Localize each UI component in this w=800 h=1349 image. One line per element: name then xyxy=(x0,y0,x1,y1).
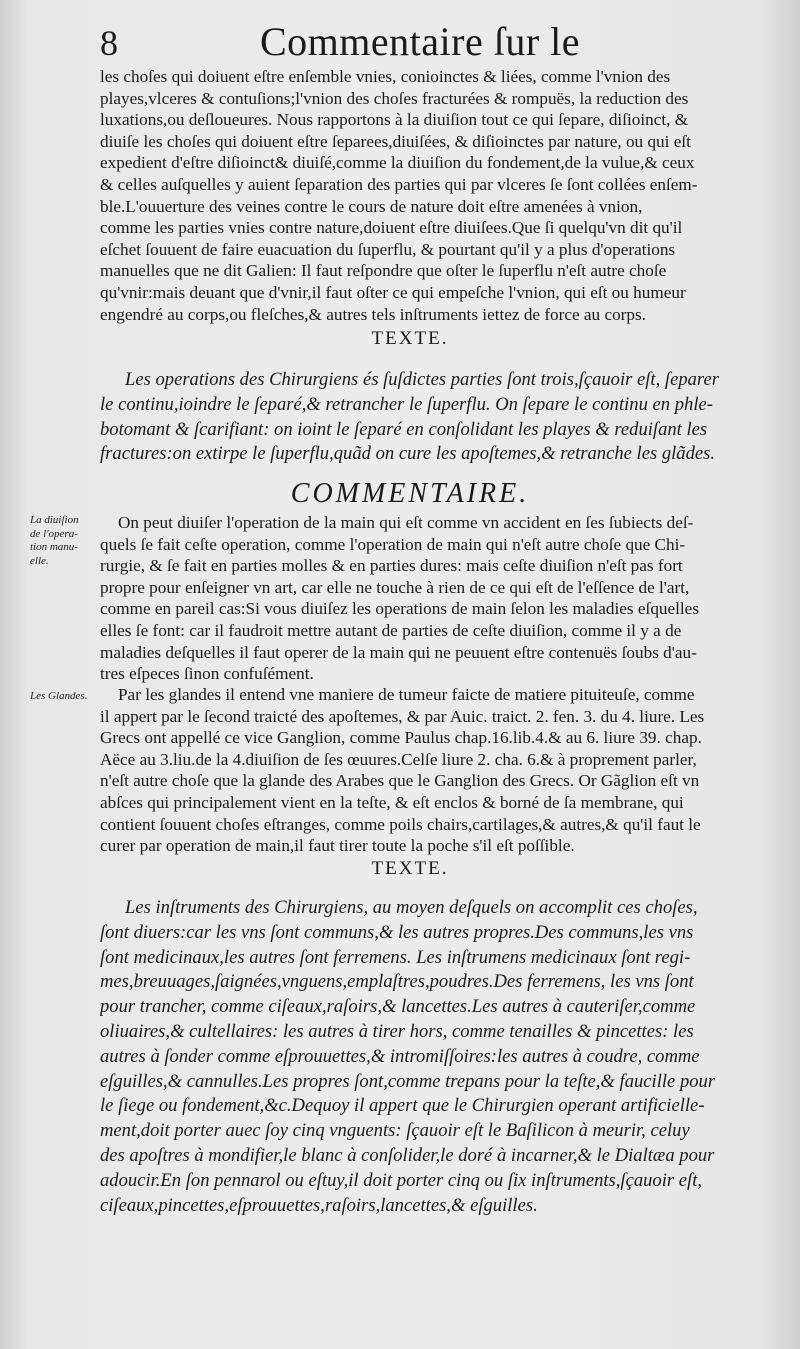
texte-1 xyxy=(100,368,720,467)
text-line: propre pour enſeigner vn art, car elle ne touche à rien de ce qui eſt de l'eſſence de l'art, xyxy=(100,577,690,597)
text-line: curer par operation de main,il faut tirer toute la poche s'il eſt poſſible. xyxy=(100,836,575,856)
page-number: 8 xyxy=(100,23,118,63)
text-line: & celles auſquelles y auient ſeparation des parties qui par vlceres ſe ſont collées enſem- xyxy=(100,174,698,194)
text-line: Grecs ont appellé ce vice Ganglion, comme Paulus chap.16.lib.4.& au 6. liure 39. chap. xyxy=(100,728,702,748)
text-line: eſguilles,& cannulles.Les propres ſont,comme trepans pour la teſte,& faucille pour xyxy=(100,1070,716,1092)
text-line: les choſes qui doiuent eſtre enſemble vnies, conioinctes & liées, comme l'vnion des xyxy=(100,67,671,86)
text-line: Les operations des Chirurgiens és ſuſdictes parties ſont trois,ſçauoir eſt, ſeparer xyxy=(125,369,719,390)
margin-note-line: Les Glandes. xyxy=(30,690,88,702)
text-line: qu'vnir:mais deuant que d'vnir,il faut oſter ce qui empeſche l'vnion, qui eſt ou humeur xyxy=(100,282,686,302)
margin-note-diuision xyxy=(30,514,100,568)
running-title: Commentaire ſur le xyxy=(260,19,581,64)
text-line: le continu,ioindre le ſeparé,& retrancher le ſuperflu. On ſepare le continu en phle- xyxy=(100,393,713,415)
text-line: le ſiege ou fondement,&c.Dequoy il appert que le Chirurgien operant artificielle- xyxy=(100,1095,705,1117)
text-line: abſces qui principalement vient en la teſte, & eſt enclos & borné de ſa membrane, qui xyxy=(100,792,684,812)
text-line: mes,breuuages,ſaignées,vnguens,emplaſtres,poudres.Des ferremens, les vns ſont xyxy=(100,971,694,993)
margin-note-line: de l'opera- xyxy=(30,527,78,540)
text-line: comme les parties vnies contre nature,doiuent eſtre diuiſees.Que ſi quelqu'vn dit qu'il xyxy=(100,218,683,238)
texte-2 xyxy=(100,896,720,1218)
text-line: playes,vlceres & contuſions;l'vnion des choſes fracturées & rompuës, la reduction des xyxy=(100,88,689,108)
text-line: autres à ſonder comme eſprouuettes,& intromiſſoires:les autres à coudre, comme xyxy=(100,1045,700,1067)
text-line: Par les glandes il entend vne maniere de tumeur faicte de matiere pituiteuſe, comme xyxy=(118,685,695,704)
text-line: engendré au corps,ou fleſches,& autres tels inſtruments iettez de force au corps. xyxy=(100,304,646,324)
text-line: ciſeaux,pincettes,eſprouuettes,raſoirs,lancettes,& eſguilles. xyxy=(100,1194,538,1216)
text-line: On peut diuiſer l'operation de la main qui eſt comme vn accident en ſes ſubiects deſ- xyxy=(118,513,694,532)
heading-texte-2: TEXTE. xyxy=(371,858,449,879)
text-line: Les inſtruments des Chirurgiens, au moyen deſquels on accomplit ces choſes, xyxy=(125,897,698,918)
text-line: expedient d'eſtre diſioinct& diuiſé,comme la diuiſion du fondement,de la vulue,& ceux xyxy=(100,153,695,173)
text-line: ble.L'ouuerture des veines contre le cours de nature doit eſtre amenées à vnion, xyxy=(100,196,643,216)
text-line: des apoſtres à mondifier,le blanc à conſolider,le doré à incarner,& le Dialtæa pour xyxy=(100,1144,715,1166)
margin-note-line: elle. xyxy=(30,554,49,567)
text-line: manuelles que ne dit Galien: Il faut reſpondre que oſter le ſuperflu n'eſt autre choſe xyxy=(100,261,667,281)
heading-commentaire: COMMENTAIRE. xyxy=(290,478,530,509)
text-line: luxations,ou deſloueures. Nous rapportons à la diuiſion tout ce qui ſepare, diſioinct, & xyxy=(100,110,689,130)
text-line: elles ſe font: car il faudroit mettre autant de parties de ceſte diuiſion, comme il y a de xyxy=(100,620,682,640)
margin-note-line: La diuiſion xyxy=(30,514,79,526)
margin-note-line: tion manu- xyxy=(30,541,78,553)
text-line: diuiſe les choſes qui doiuent eſtre ſeparees,diuiſées, & diſioinctes par nature, ou qui eſt xyxy=(100,131,691,151)
text-line: oliuaires,& cultellaires: les autres à tirer hors, comme tenailles & pincettes: les xyxy=(100,1020,694,1042)
text-line: ſont medicinaux,les autres ſont ferremens. Les inſtrumens medicinaux ſont regi- xyxy=(100,946,691,968)
text-line: rurgie, & ſe fait en parties molles & en parties dures: mais ceſte diuiſion n'eſt pas fort xyxy=(100,556,683,576)
text-line: Aëce au 3.liu.de la 4.diuiſion de ſes œuures.Celſe liure 2. cha. 6.& à proprement parler, xyxy=(100,749,697,769)
text-line: quels ſe fait ceſte operation, comme l'operation de main qui n'eſt autre choſe que Chi- xyxy=(100,534,686,554)
text-line: adoucir.En ſon pennarol ou eſtuy,il doit porter cinq ou ſix inſtruments,ſçauoir eſt, xyxy=(100,1169,703,1191)
text-line: n'eſt autre choſe que la glande des Arabes que le Ganglion des Grecs. Or Gãglion eſt vn xyxy=(100,771,700,791)
text-line: maladies deſquelles il faut operer de la main qui ne peuuent eſtre contenuës ſoubs d'au- xyxy=(100,642,697,662)
text-line: il appert par le ſecond traicté des apoſtemes, & par Auic. traict. 2. fen. 3. du 4. liure. Les xyxy=(100,706,705,726)
text-line: ſont diuers:car les vns ſont communs,& les autres propres.Des communs,les vns xyxy=(100,921,694,943)
running-head xyxy=(100,18,740,68)
text-line: fractures:on extirpe le ſuperflu,quãd on cure les apoſtemes,& retranche les glãdes. xyxy=(100,443,716,465)
paragraph-2 xyxy=(100,512,720,685)
text-line: contient ſouuent choſes eſtranges, comme poils chairs,cartilages,& autres,& qu'il faut le xyxy=(100,814,701,834)
paragraph-1 xyxy=(100,66,720,325)
heading-texte-1: TEXTE. xyxy=(371,328,449,349)
text-line: eſchet ſouuent de faire euacuation du ſuperflu, & pourtant qu'il y a plus d'operations xyxy=(100,239,676,259)
text-line: botomant & ſcarifiant: on ioint le ſeparé en conſolidant les playes & reduiſant les xyxy=(100,418,708,440)
text-line: comme en pareil cas:Si vous diuiſez les operations de main ſelon les maladies eſquelles xyxy=(100,599,700,619)
paragraph-3 xyxy=(100,684,720,857)
text-line: tres eſpeces ſinon confuſément. xyxy=(100,664,314,684)
text-line: pour trancher, comme ciſeaux,raſoirs,& lancettes.Les autres à cauteriſer,comme xyxy=(100,996,696,1018)
text-line: ment,doit porter auec ſoy cinq vnguents: ſçauoir eſt le Baſilicon à meurir, celuy xyxy=(100,1120,690,1142)
margin-note-glandes xyxy=(30,690,100,704)
